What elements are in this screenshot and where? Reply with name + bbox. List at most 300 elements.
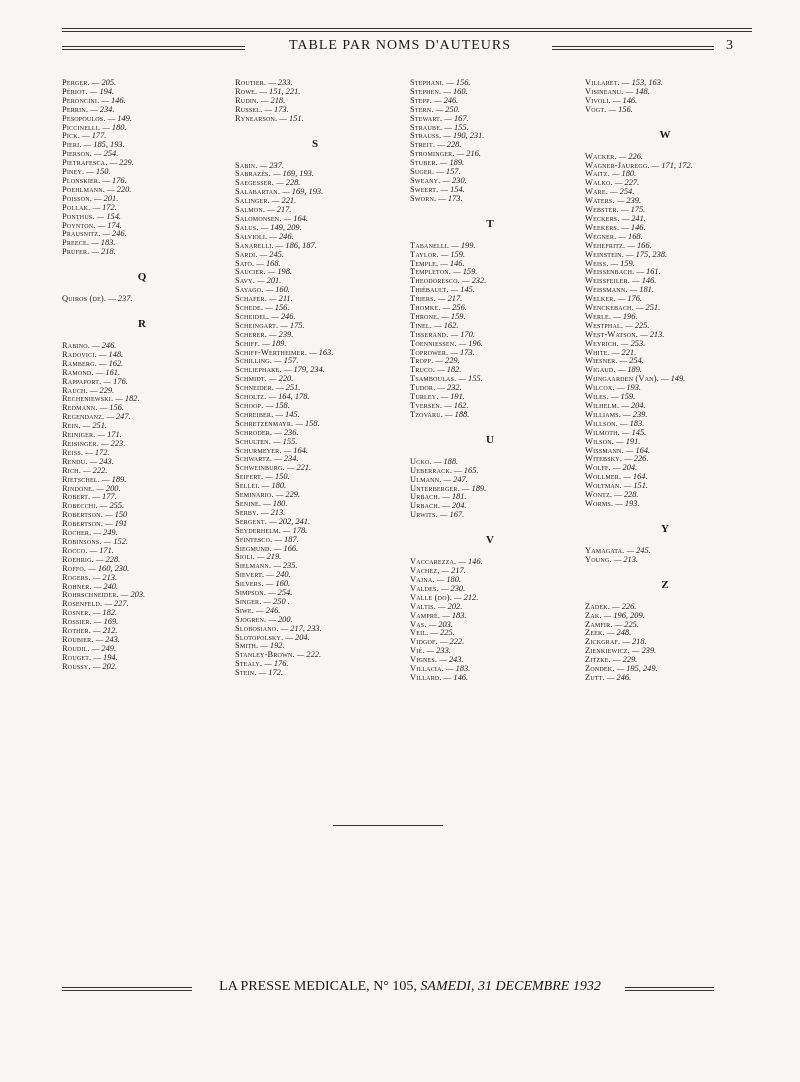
page-refs: — 213.: [261, 507, 286, 517]
author-name: Westphal.: [585, 320, 624, 330]
author-name: Piccinelli.: [62, 122, 101, 132]
author-name: Pieri.: [62, 140, 82, 150]
page-refs: — 234.: [274, 454, 299, 464]
author-name: Williams.: [585, 409, 622, 419]
page-refs: — 183.: [446, 664, 471, 674]
index-entry: [585, 556, 745, 565]
author-name: Wijngaarden (Van).: [585, 374, 659, 384]
page-refs: — 165.: [454, 465, 479, 475]
page-refs: — 249.: [93, 528, 118, 538]
author-name: Perrin.: [62, 104, 89, 114]
index-entry: [235, 115, 395, 124]
author-name: Rossier.: [62, 617, 92, 627]
page-refs: — 254.: [94, 149, 119, 159]
page-refs: — 237.: [108, 294, 133, 304]
page-refs: — 219.: [257, 552, 282, 562]
index-entry: [410, 674, 570, 683]
author-name: Routier.: [235, 78, 267, 87]
page-refs: — 188.: [445, 409, 470, 419]
author-name: Schroder.: [235, 427, 273, 437]
author-name: Weissenbach.: [585, 267, 635, 277]
page-refs: — 155.: [458, 374, 483, 384]
page-refs: — 182.: [92, 608, 118, 618]
page-refs: — 185, 193.: [83, 140, 125, 150]
page-refs: — 246.: [256, 605, 281, 615]
page-refs: — 168.: [256, 258, 281, 268]
author-name: Wollmer.: [585, 472, 622, 482]
page-refs: — 183.: [442, 610, 467, 620]
index-column-2: [235, 79, 395, 678]
page-refs: — 222.: [439, 637, 465, 647]
author-name: Poisson.: [62, 193, 93, 203]
page-refs: — 236.: [274, 427, 299, 437]
page-refs: — 164.: [283, 213, 308, 223]
author-name: Rappaport.: [62, 376, 102, 386]
page-refs: — 157.: [274, 356, 299, 366]
page-refs: — 221.: [286, 463, 312, 473]
page-refs: — 194.: [93, 652, 118, 662]
page-refs: — 173.: [438, 193, 463, 203]
page-refs: — 228.: [437, 140, 462, 150]
author-name: Vié.: [410, 646, 425, 656]
page-refs: — 229.: [435, 356, 460, 366]
page-refs: — 160.: [265, 579, 291, 589]
header-rule-right-2: [552, 49, 714, 50]
header-rule-left-2: [62, 49, 245, 50]
page-refs: — 217.: [438, 294, 463, 304]
page-refs: — 180.: [263, 498, 288, 508]
author-name: Suger.: [410, 167, 435, 177]
page-refs: — 216.: [456, 149, 481, 159]
page-refs: — 171.: [89, 545, 114, 555]
page-refs: — 229.: [89, 385, 115, 395]
page-refs: — 204.: [612, 463, 638, 473]
page-refs: — 225.: [625, 320, 650, 330]
page-refs: — 159.: [610, 392, 636, 402]
page-refs: — 154.: [440, 184, 465, 194]
author-name: Valdes.: [410, 583, 439, 593]
page-refs: — 254.: [610, 187, 635, 197]
page-refs: — 246.: [92, 341, 117, 351]
index-entry: [585, 106, 745, 115]
author-name: Willson.: [585, 418, 618, 428]
author-name: Tudor.: [410, 383, 436, 393]
author-name: Prufer.: [62, 247, 90, 257]
author-name: Urbach.: [410, 492, 441, 502]
page-refs: — 250 .: [263, 596, 290, 606]
author-name: Straube.: [410, 122, 443, 132]
page-refs: — 172.: [258, 668, 283, 678]
author-name: Schweinburg.: [235, 463, 285, 473]
author-name: Valle (do).: [410, 592, 453, 602]
page-refs: — 149.: [661, 374, 686, 384]
author-name: Simpson.: [235, 588, 267, 598]
page-refs: — 169.: [94, 617, 119, 627]
author-name: Rother.: [62, 626, 92, 636]
author-name: Schretzenmayr.: [235, 418, 294, 428]
page-refs: — 145.: [450, 285, 475, 295]
page-refs: — 145.: [275, 409, 300, 419]
page-refs: — 228.: [614, 490, 639, 500]
page-refs: — 246.: [271, 311, 296, 321]
page-refs: — 155.: [444, 122, 469, 132]
page-refs: — 192.: [260, 641, 285, 651]
author-name: Vampré.: [410, 610, 441, 620]
author-name: Rosenfeld.: [62, 599, 103, 609]
author-name: Weckers.: [585, 213, 620, 223]
author-name: Roudil.: [62, 643, 90, 653]
page-refs: — 204.: [621, 401, 646, 410]
author-name: Preece.: [62, 238, 90, 248]
author-name: Wontz.: [585, 490, 613, 500]
author-name: Stephen.: [410, 86, 442, 96]
author-name: Throne.: [410, 311, 440, 321]
page-refs: — 146.: [458, 557, 483, 567]
author-name: Stuber.: [410, 158, 438, 168]
page-refs: — 159.: [441, 311, 466, 321]
author-name: Schulten.: [235, 436, 271, 446]
author-name: Ueberrack.: [410, 465, 453, 475]
author-name: Zeek.: [585, 628, 605, 638]
page-refs: — 195, 249.: [616, 664, 658, 674]
author-name: Schneider.: [235, 383, 275, 393]
author-name: Redmann.: [62, 403, 98, 413]
author-name: Vivoli.: [585, 95, 611, 105]
page-refs: — 156.: [446, 78, 471, 87]
author-name: Schilling.: [235, 356, 273, 366]
author-name: Wissmann.: [585, 445, 624, 455]
page-refs: — 234.: [90, 104, 115, 114]
page-refs: — 150.: [86, 167, 111, 177]
page-refs: — 171.: [97, 430, 122, 440]
page-refs: — 220.: [107, 184, 132, 194]
author-name: Ucko.: [410, 456, 432, 466]
author-name: Toprower.: [410, 347, 449, 357]
page-refs: — 183.: [91, 238, 116, 248]
author-name: Weekers.: [585, 222, 620, 232]
author-name: Wilhelm.: [585, 401, 620, 410]
author-name: Pierson.: [62, 149, 93, 159]
author-name: Russel.: [235, 104, 263, 114]
author-name: Wehefritz.: [585, 240, 626, 250]
author-name: Salmon.: [235, 205, 266, 215]
page-refs: — 230.: [440, 583, 466, 593]
page-refs: — 249.: [91, 643, 117, 653]
letter-heading: V: [486, 534, 494, 547]
letter-heading: Y: [661, 522, 669, 535]
author-name: Zienkiewicz.: [585, 646, 630, 656]
page-refs: — 189.: [617, 365, 643, 375]
author-name: Sellei.: [235, 481, 260, 491]
page-refs: — 162.: [99, 358, 124, 368]
author-name: Wilson.: [585, 436, 615, 446]
author-name: Sweert.: [410, 184, 439, 194]
author-name: Weiss.: [585, 258, 609, 268]
author-name: Rynearson.: [235, 113, 278, 123]
page-refs: — 202, 241.: [269, 516, 311, 526]
page-refs: — 193.: [616, 383, 642, 393]
header-rule-top-2: [62, 31, 752, 32]
page-refs: — 181.: [629, 285, 654, 295]
page-refs: — 188.: [433, 456, 459, 466]
index-entry: [62, 663, 222, 672]
page-refs: — 159.: [453, 267, 478, 277]
author-name: Sato.: [235, 258, 255, 268]
author-name: Weinstein.: [585, 249, 624, 259]
author-name: Vogt.: [585, 104, 607, 114]
page-refs: — 196.: [458, 338, 483, 348]
author-name: Robertson.: [62, 510, 103, 520]
page-refs: — 167.: [444, 113, 469, 123]
author-name: Stephani.: [410, 78, 445, 87]
author-name: Rowe.: [235, 86, 258, 96]
page-refs: — 246.: [606, 672, 632, 682]
page-refs: — 248.: [606, 628, 632, 638]
page-refs: — 241.: [621, 213, 646, 223]
author-name: Thomke.: [410, 303, 441, 313]
author-name: Poynton.: [62, 220, 96, 230]
page-refs: — 156.: [99, 403, 124, 413]
page-refs: — 177.: [82, 131, 107, 141]
page-refs: — 251.: [82, 421, 107, 431]
page-refs: — 225.: [430, 628, 455, 638]
page-refs: — 196.: [613, 311, 638, 321]
page-refs: — 229.: [275, 490, 301, 500]
page-refs: — 227.: [104, 599, 129, 609]
page-refs: — 172.: [92, 202, 117, 212]
author-name: Webster.: [585, 205, 619, 215]
author-name: Rietschel.: [62, 474, 101, 484]
page-refs: — 146.: [443, 672, 469, 682]
letter-heading: S: [311, 137, 319, 150]
author-name: Tzovaru.: [410, 409, 444, 419]
author-name: Sardi.: [235, 249, 258, 259]
author-name: Recheniewski.: [62, 394, 114, 404]
author-name: Weyrich.: [585, 338, 619, 348]
author-name: Villaret.: [585, 78, 620, 87]
page-refs: — 156.: [265, 303, 290, 313]
index-entry: [410, 195, 570, 204]
author-name: Toenniessen.: [410, 338, 457, 348]
author-name: Thiébault.: [410, 285, 449, 295]
footer-rule-right-2: [625, 990, 714, 991]
index-entry: [62, 248, 222, 257]
index-column-4: [585, 79, 745, 683]
page-refs: — 146.: [612, 95, 638, 105]
author-name: Ware.: [585, 187, 608, 197]
author-name: Sabin.: [235, 160, 258, 170]
page-refs: — 251.: [276, 383, 301, 393]
author-name: Vas.: [410, 619, 427, 629]
page-refs: — 228.: [276, 178, 301, 188]
author-name: Pesopoulos.: [62, 113, 106, 123]
page-refs: — 189.: [262, 338, 287, 348]
page-refs: — 176.: [617, 294, 643, 304]
author-name: Schede.: [235, 303, 264, 313]
page-refs: — 202.: [438, 601, 463, 611]
author-name: Pick.: [62, 131, 81, 141]
page-refs: — 201.: [94, 193, 119, 203]
page-refs: — 156.: [608, 104, 633, 114]
author-name: Silvers.: [235, 579, 264, 589]
author-name: Stein.: [235, 668, 257, 678]
author-name: Wigaud.: [585, 365, 616, 375]
author-name: Schiff.: [235, 338, 261, 348]
author-name: Ramond.: [62, 367, 94, 377]
author-name: Quiros (de).: [62, 294, 107, 304]
page-refs: — 226.: [624, 454, 649, 464]
page-refs: — 161.: [95, 367, 121, 377]
page-refs: — 251.: [635, 303, 661, 313]
page-refs: — 240.: [266, 570, 291, 580]
page-refs: — 189.: [439, 158, 465, 168]
author-name: Salus.: [235, 222, 259, 232]
author-name: Perger.: [62, 78, 90, 87]
page-refs: — 174.: [97, 220, 122, 230]
author-name: West-Watson.: [585, 329, 639, 339]
author-name: Poehlmann.: [62, 184, 106, 194]
author-name: Tinel.: [410, 320, 433, 330]
author-name: Savy.: [235, 276, 255, 286]
page-refs: — 211.: [269, 294, 293, 304]
page-refs: — 167.: [439, 510, 465, 520]
page-refs: — 191: [105, 519, 128, 529]
footer-journal: LA PRESSE MEDICALE,: [219, 979, 370, 994]
page-refs: — 164, 178.: [268, 392, 310, 402]
page-refs: — 223.: [101, 439, 126, 448]
page-refs: — 226.: [612, 601, 637, 611]
header-rule-left: [62, 46, 245, 47]
page-refs: — 218.: [91, 247, 116, 257]
author-name: Vignes.: [410, 655, 438, 665]
page-refs: — 153, 163.: [622, 78, 663, 87]
author-name: Zutt.: [585, 672, 605, 682]
page-refs: — 170.: [450, 329, 475, 339]
author-name: Salinger.: [235, 196, 270, 206]
page-refs: — 155.: [273, 436, 298, 446]
page-refs: — 225.: [614, 619, 639, 629]
footer-rule-right: [625, 987, 714, 988]
page-refs: — 166.: [273, 543, 299, 553]
author-name: Villard.: [410, 672, 442, 682]
author-name: Robecchi.: [62, 501, 98, 511]
page-refs: — 152.: [103, 536, 128, 546]
author-name: Weissfeiler.: [585, 276, 631, 286]
index-entry: [410, 511, 570, 520]
page-refs: — 150.: [265, 472, 290, 482]
author-name: Pietrafesca.: [62, 158, 108, 168]
author-name: Schmidt.: [235, 374, 268, 384]
page-refs: — 148.: [625, 86, 650, 96]
author-name: Schreiber.: [235, 409, 274, 419]
footer-rule-left-2: [62, 990, 192, 991]
page-refs: — 233.: [426, 646, 451, 656]
author-name: Zitzke.: [585, 655, 611, 665]
page-refs: — 159.: [610, 258, 635, 268]
page-refs: — 222.: [296, 650, 322, 660]
page-refs: — 149, 209.: [260, 222, 302, 232]
author-name: Reisinger.: [62, 439, 100, 448]
author-name: Stern.: [410, 104, 434, 114]
author-name: Radovici.: [62, 349, 97, 359]
page-refs: — 180.: [102, 122, 127, 132]
author-name: Singer.: [235, 596, 262, 606]
author-name: Walko.: [585, 178, 613, 188]
page-refs: — 239.: [623, 409, 648, 419]
page-refs: — 145.: [622, 427, 647, 437]
page-refs: — 150: [105, 510, 128, 520]
author-name: Wenckebach.: [585, 303, 634, 313]
header-rule-top: [62, 28, 752, 29]
page-refs: — 182.: [437, 365, 462, 375]
author-name: Seminario.: [235, 490, 274, 500]
author-name: Piney.: [62, 167, 85, 177]
author-name: Siwe.: [235, 605, 255, 615]
author-name: Rudin.: [235, 95, 259, 105]
author-name: Vaccarezza.: [410, 557, 457, 567]
page-refs: — 217, 233.: [280, 623, 322, 633]
page-refs: — 190, 231.: [443, 131, 485, 141]
page-refs: — 186, 187.: [275, 240, 317, 250]
page-refs: — 158.: [265, 401, 290, 410]
index-column-1: [62, 79, 222, 672]
page-refs: — 213.: [613, 554, 638, 564]
author-name: Schliephake.: [235, 365, 282, 375]
page-refs: — 168.: [618, 231, 643, 241]
page-refs: — 246.: [269, 231, 294, 241]
author-name: Rein.: [62, 421, 81, 431]
page-refs: — 164.: [623, 472, 648, 482]
page-refs: — 240.: [93, 581, 119, 591]
footer-rule-left: [62, 987, 192, 988]
page-refs: — 177.: [92, 492, 117, 502]
author-name: Streit.: [410, 140, 436, 150]
page-refs: — 180.: [611, 169, 637, 179]
author-name: Waitz.: [585, 169, 610, 179]
author-name: Scherer.: [235, 329, 268, 339]
page-refs: — 183.: [620, 418, 645, 428]
author-name: Unterberger.: [410, 483, 460, 493]
author-name: Sabrazès.: [235, 169, 271, 179]
page-refs: — 212.: [454, 592, 479, 602]
author-name: Strominger.: [410, 149, 455, 159]
author-name: Ponthus.: [62, 211, 95, 221]
author-name: Schwartz.: [235, 454, 273, 464]
author-name: Wolff.: [585, 463, 611, 473]
author-name: Thiers.: [410, 294, 436, 304]
author-name: Rohner.: [62, 581, 92, 591]
page-refs: — 232.: [462, 276, 487, 286]
author-name: Stanley-Brown.: [235, 650, 295, 660]
page-refs: — 162.: [444, 401, 469, 410]
page-refs: — 146.: [621, 222, 646, 232]
page-refs: — 246.: [102, 229, 127, 239]
author-name: Zondek.: [585, 664, 615, 674]
page-refs: — 222.: [83, 465, 108, 475]
page-refs: — 217.: [441, 566, 466, 576]
page-refs: — 164.: [283, 445, 308, 455]
author-name: Scholtz.: [235, 392, 267, 402]
author-name: Theodoresco.: [410, 276, 460, 286]
page-refs: — 247.: [106, 412, 131, 422]
page-refs: — 169, 193.: [282, 187, 324, 197]
page-refs: — 229.: [109, 158, 134, 168]
page-refs: — 200.: [268, 614, 293, 624]
page-refs: — 175, 238.: [626, 249, 668, 259]
author-name: Wagner-Jauregg.: [585, 160, 650, 170]
author-name: Tversen.: [410, 401, 443, 410]
author-name: Schurmeyer.: [235, 445, 282, 455]
